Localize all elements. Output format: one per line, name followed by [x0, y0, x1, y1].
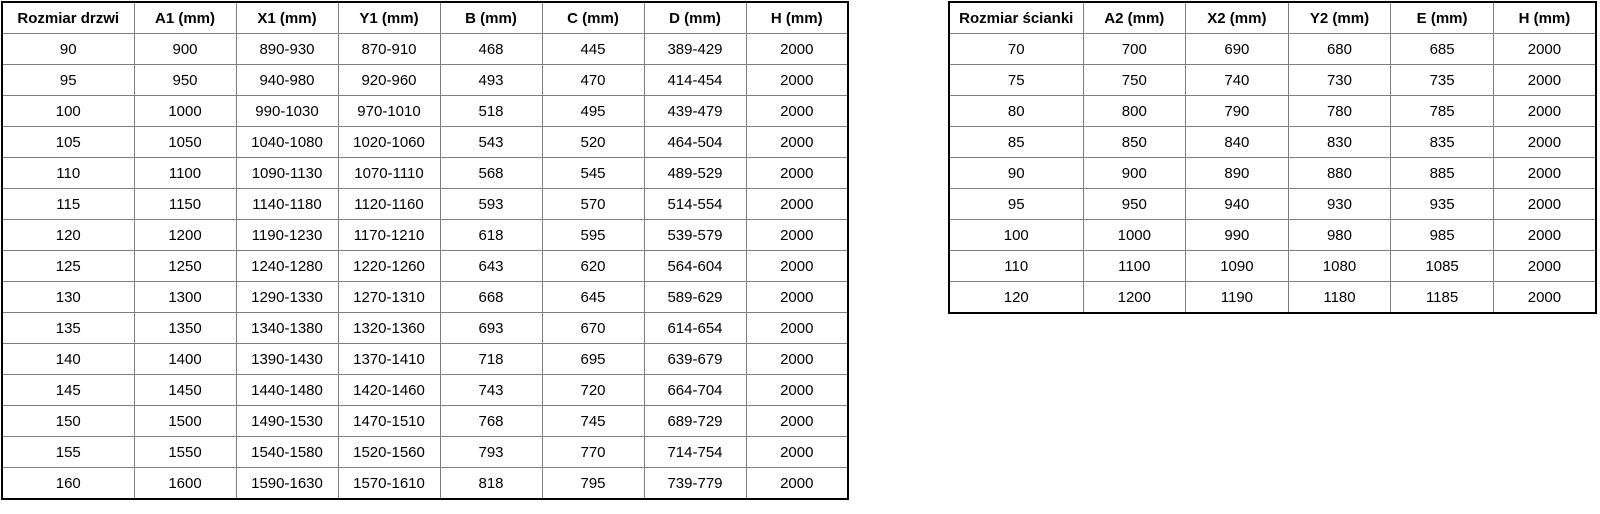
table-row [2, 251, 848, 282]
table-cell: 1090-1130 [236, 158, 338, 189]
table-cell: 870-910 [338, 34, 440, 65]
table-row [949, 220, 1596, 251]
table-cell: 464-504 [644, 127, 746, 158]
table-cell: 745 [542, 406, 644, 437]
table-cell: 695 [542, 344, 644, 375]
table-cell: 1590-1630 [236, 468, 338, 500]
table-cell: 2000 [1493, 127, 1596, 158]
table-cell: 2000 [1493, 34, 1596, 65]
table-cell: 693 [440, 313, 542, 344]
table-row [2, 127, 848, 158]
table-cell: 785 [1391, 96, 1494, 127]
table-cell: 1200 [134, 220, 236, 251]
column-header: X1 (mm) [236, 2, 338, 34]
table-cell: 514-554 [644, 189, 746, 220]
table-cell: 589-629 [644, 282, 746, 313]
table-cell: 470 [542, 65, 644, 96]
column-header: Y2 (mm) [1288, 2, 1391, 34]
table-cell: 818 [440, 468, 542, 500]
table-cell: 835 [1391, 127, 1494, 158]
table-cell: 1000 [134, 96, 236, 127]
table-cell: 2000 [746, 468, 848, 500]
table-cell: 570 [542, 189, 644, 220]
table-cell: 2000 [746, 313, 848, 344]
table-cell: 2000 [1493, 158, 1596, 189]
table-cell: 1370-1410 [338, 344, 440, 375]
table-cell: 793 [440, 437, 542, 468]
table-cell: 645 [542, 282, 644, 313]
column-header: H (mm) [746, 2, 848, 34]
table-cell: 1220-1260 [338, 251, 440, 282]
table-cell: 980 [1288, 220, 1391, 251]
table-cell: 1120-1160 [338, 189, 440, 220]
table-cell: 145 [2, 375, 134, 406]
table-cell: 618 [440, 220, 542, 251]
table-cell: 689-729 [644, 406, 746, 437]
table-cell: 780 [1288, 96, 1391, 127]
table-cell: 1350 [134, 313, 236, 344]
table-cell: 75 [949, 65, 1083, 96]
table-cell: 680 [1288, 34, 1391, 65]
table-row [2, 406, 848, 437]
table-cell: 140 [2, 344, 134, 375]
table-cell: 830 [1288, 127, 1391, 158]
column-header: E (mm) [1391, 2, 1494, 34]
table-cell: 2000 [746, 406, 848, 437]
table-cell: 2000 [746, 220, 848, 251]
table-cell: 770 [542, 437, 644, 468]
table-row [2, 282, 848, 313]
table-cell: 595 [542, 220, 644, 251]
table-cell: 685 [1391, 34, 1494, 65]
table-cell: 1040-1080 [236, 127, 338, 158]
table-cell: 1090 [1186, 251, 1289, 282]
table-cell: 1100 [134, 158, 236, 189]
table-cell: 614-654 [644, 313, 746, 344]
table-cell: 1300 [134, 282, 236, 313]
table-cell: 1270-1310 [338, 282, 440, 313]
table-cell: 495 [542, 96, 644, 127]
table-row [2, 96, 848, 127]
table-cell: 1190 [1186, 282, 1289, 314]
table-cell: 90 [2, 34, 134, 65]
table-cell: 1490-1530 [236, 406, 338, 437]
table-cell: 520 [542, 127, 644, 158]
table-cell: 468 [440, 34, 542, 65]
table-cell: 1140-1180 [236, 189, 338, 220]
column-header: X2 (mm) [1186, 2, 1289, 34]
table-cell: 1085 [1391, 251, 1494, 282]
table-cell: 1250 [134, 251, 236, 282]
table-row [949, 158, 1596, 189]
table-cell: 664-704 [644, 375, 746, 406]
table-cell: 1390-1430 [236, 344, 338, 375]
table-cell: 568 [440, 158, 542, 189]
table-cell: 720 [542, 375, 644, 406]
table-cell: 1000 [1083, 220, 1186, 251]
table-cell: 1020-1060 [338, 127, 440, 158]
table-cell: 95 [949, 189, 1083, 220]
table-cell: 1290-1330 [236, 282, 338, 313]
column-header: A1 (mm) [134, 2, 236, 34]
table-cell: 125 [2, 251, 134, 282]
table-cell: 970-1010 [338, 96, 440, 127]
table-cell: 700 [1083, 34, 1186, 65]
table-cell: 1400 [134, 344, 236, 375]
table-cell: 70 [949, 34, 1083, 65]
table-cell: 768 [440, 406, 542, 437]
column-header: D (mm) [644, 2, 746, 34]
table-cell: 1450 [134, 375, 236, 406]
table-cell: 80 [949, 96, 1083, 127]
table-cell: 1550 [134, 437, 236, 468]
table-cell: 750 [1083, 65, 1186, 96]
table-cell: 1200 [1083, 282, 1186, 314]
table-row [2, 313, 848, 344]
table-cell: 795 [542, 468, 644, 500]
table-cell: 2000 [1493, 189, 1596, 220]
table-cell: 900 [134, 34, 236, 65]
table-cell: 639-679 [644, 344, 746, 375]
table-cell: 105 [2, 127, 134, 158]
table-cell: 2000 [746, 189, 848, 220]
table-row [2, 158, 848, 189]
table-cell: 714-754 [644, 437, 746, 468]
table-cell: 1540-1580 [236, 437, 338, 468]
table-cell: 668 [440, 282, 542, 313]
table-cell: 690 [1186, 34, 1289, 65]
table-cell: 1240-1280 [236, 251, 338, 282]
table-cell: 1520-1560 [338, 437, 440, 468]
table-cell: 489-529 [644, 158, 746, 189]
column-header: Y1 (mm) [338, 2, 440, 34]
table-cell: 1320-1360 [338, 313, 440, 344]
table-cell: 670 [542, 313, 644, 344]
table-cell: 1150 [134, 189, 236, 220]
table-cell: 2000 [746, 344, 848, 375]
table-cell: 790 [1186, 96, 1289, 127]
table-row [2, 65, 848, 96]
table-cell: 2000 [746, 34, 848, 65]
table-cell: 120 [949, 282, 1083, 314]
table-cell: 1440-1480 [236, 375, 338, 406]
table-cell: 1600 [134, 468, 236, 500]
door-sizes-table [1, 1, 849, 500]
table-row [2, 189, 848, 220]
table-row [949, 96, 1596, 127]
table-cell: 110 [949, 251, 1083, 282]
table-row [2, 375, 848, 406]
column-header: C (mm) [542, 2, 644, 34]
table-cell: 1100 [1083, 251, 1186, 282]
table-cell: 1185 [1391, 282, 1494, 314]
table-cell: 1070-1110 [338, 158, 440, 189]
table-cell: 2000 [746, 65, 848, 96]
table-cell: 730 [1288, 65, 1391, 96]
table-row [2, 34, 848, 65]
table-cell: 564-604 [644, 251, 746, 282]
table-cell: 100 [2, 96, 134, 127]
table-cell: 990 [1186, 220, 1289, 251]
table-cell: 940 [1186, 189, 1289, 220]
table-row [949, 65, 1596, 96]
table-cell: 150 [2, 406, 134, 437]
table-cell: 1570-1610 [338, 468, 440, 500]
table-cell: 890-930 [236, 34, 338, 65]
table-cell: 1340-1380 [236, 313, 338, 344]
table-cell: 155 [2, 437, 134, 468]
table-cell: 2000 [746, 282, 848, 313]
table-cell: 1470-1510 [338, 406, 440, 437]
table-cell: 2000 [746, 127, 848, 158]
table-cell: 120 [2, 220, 134, 251]
table-cell: 935 [1391, 189, 1494, 220]
table-cell: 115 [2, 189, 134, 220]
column-header: H (mm) [1493, 2, 1596, 34]
table-cell: 493 [440, 65, 542, 96]
table-cell: 930 [1288, 189, 1391, 220]
table-cell: 414-454 [644, 65, 746, 96]
table-cell: 2000 [746, 96, 848, 127]
table-cell: 518 [440, 96, 542, 127]
table-cell: 2000 [746, 158, 848, 189]
table-row [949, 282, 1596, 314]
table-cell: 743 [440, 375, 542, 406]
table-cell: 885 [1391, 158, 1494, 189]
table-cell: 1050 [134, 127, 236, 158]
table-cell: 2000 [746, 251, 848, 282]
table-cell: 718 [440, 344, 542, 375]
column-header: B (mm) [440, 2, 542, 34]
table-cell: 389-429 [644, 34, 746, 65]
column-header: A2 (mm) [1083, 2, 1186, 34]
table-cell: 2000 [1493, 220, 1596, 251]
table-cell: 990-1030 [236, 96, 338, 127]
table-cell: 2000 [1493, 96, 1596, 127]
table-row [2, 437, 848, 468]
table-cell: 445 [542, 34, 644, 65]
table-cell: 545 [542, 158, 644, 189]
table-cell: 1500 [134, 406, 236, 437]
table-cell: 2000 [746, 437, 848, 468]
table-cell: 1420-1460 [338, 375, 440, 406]
table-cell: 890 [1186, 158, 1289, 189]
table-cell: 135 [2, 313, 134, 344]
table-row [949, 189, 1596, 220]
table-row [949, 34, 1596, 65]
table-cell: 2000 [1493, 282, 1596, 314]
table-cell: 539-579 [644, 220, 746, 251]
table-cell: 840 [1186, 127, 1289, 158]
table-cell: 950 [134, 65, 236, 96]
table-cell: 543 [440, 127, 542, 158]
table-cell: 800 [1083, 96, 1186, 127]
table-cell: 920-960 [338, 65, 440, 96]
table-cell: 85 [949, 127, 1083, 158]
header-row [2, 2, 848, 34]
table-row [2, 220, 848, 251]
table-cell: 739-779 [644, 468, 746, 500]
table-cell: 620 [542, 251, 644, 282]
table-cell: 160 [2, 468, 134, 500]
table-row [2, 344, 848, 375]
table-cell: 2000 [1493, 65, 1596, 96]
table-cell: 90 [949, 158, 1083, 189]
table-cell: 850 [1083, 127, 1186, 158]
table-row [2, 468, 848, 500]
column-header: Rozmiar ścianki [949, 2, 1083, 34]
table-cell: 593 [440, 189, 542, 220]
table-cell: 1080 [1288, 251, 1391, 282]
table-cell: 985 [1391, 220, 1494, 251]
table-cell: 880 [1288, 158, 1391, 189]
table-cell: 1190-1230 [236, 220, 338, 251]
table-cell: 1170-1210 [338, 220, 440, 251]
table-cell: 100 [949, 220, 1083, 251]
wall-sizes-table [948, 1, 1597, 314]
table-cell: 2000 [1493, 251, 1596, 282]
table-cell: 1180 [1288, 282, 1391, 314]
table-cell: 735 [1391, 65, 1494, 96]
table-cell: 95 [2, 65, 134, 96]
table-cell: 2000 [746, 375, 848, 406]
table-cell: 439-479 [644, 96, 746, 127]
table-row [949, 251, 1596, 282]
table-cell: 110 [2, 158, 134, 189]
table-row [949, 127, 1596, 158]
table-cell: 130 [2, 282, 134, 313]
column-header: Rozmiar drzwi [2, 2, 134, 34]
table-cell: 940-980 [236, 65, 338, 96]
table-cell: 643 [440, 251, 542, 282]
header-row [949, 2, 1596, 34]
table-cell: 900 [1083, 158, 1186, 189]
table-cell: 740 [1186, 65, 1289, 96]
table-cell: 950 [1083, 189, 1186, 220]
